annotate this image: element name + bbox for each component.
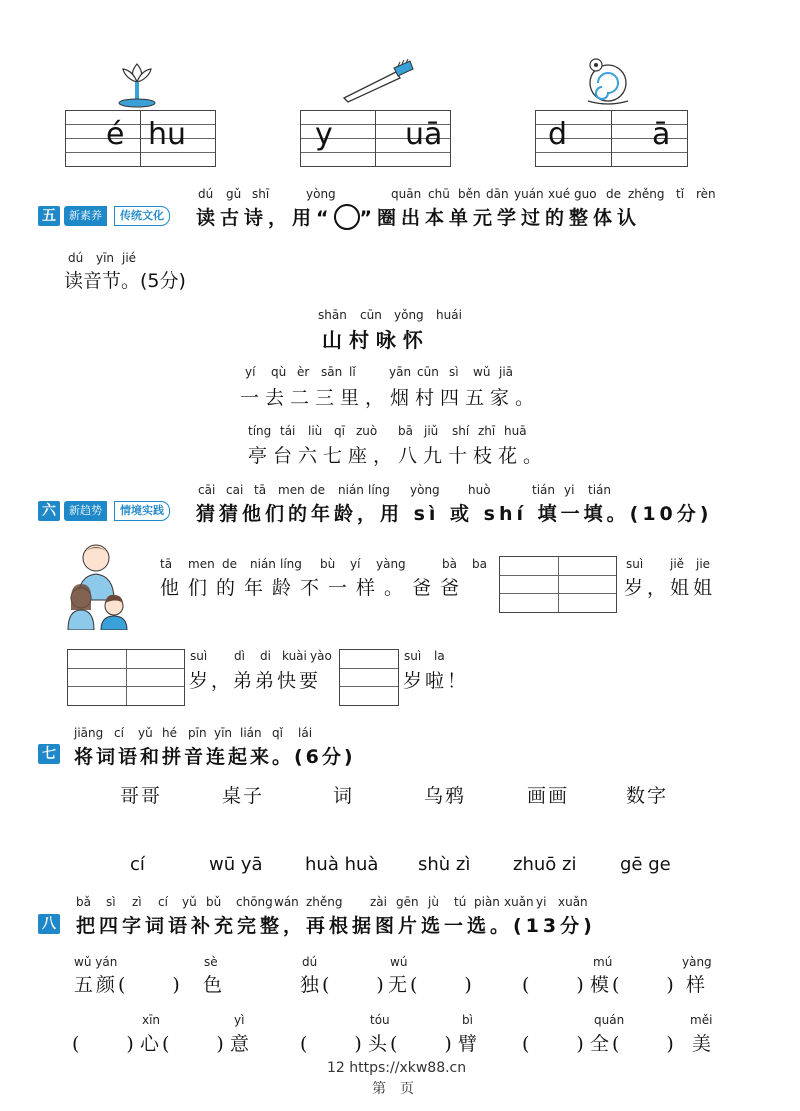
pinyin-grid-2[interactable]: [300, 110, 451, 167]
circle-mark: [334, 204, 360, 230]
word-item[interactable]: 词: [333, 785, 354, 807]
section-tag: 情境实践: [114, 501, 170, 521]
word-item[interactable]: 数字: [626, 785, 669, 807]
sentence-text: 岁，弟弟快要: [189, 670, 322, 692]
poem-verse: 一去二三里，烟村四五家。: [240, 387, 541, 409]
pinyin-label: mú: [593, 955, 613, 969]
toothbrush-icon: [340, 58, 415, 103]
answer-box[interactable]: [499, 556, 617, 613]
section-tag: 传统文化: [114, 206, 170, 226]
lotus-icon: [112, 58, 162, 108]
poem-verse: 亭台六七座，八九十枝花。: [248, 445, 549, 467]
syllable-final: uā: [405, 117, 443, 152]
idiom-blank[interactable]: 独( ): [300, 974, 387, 996]
pinyin-label: yì: [234, 1013, 245, 1027]
pinyin-label: sè: [204, 955, 218, 969]
sentence-text: 他们的年龄不一样。爸爸: [160, 577, 469, 599]
word-item[interactable]: 画画: [527, 785, 570, 807]
answer-box[interactable]: [339, 649, 399, 706]
idiom-blank[interactable]: 模( ): [590, 974, 677, 996]
pinyin-label: yàng: [682, 955, 712, 969]
page-number: 第 页: [372, 1081, 414, 1097]
pinyin-row: yí qù èr sān lǐ yān cūn sì wǔ jiā: [245, 365, 514, 379]
snail-icon: [582, 55, 637, 107]
pinyin-row: jiāng cí yǔ hé pīn yīn lián qǐ lái: [74, 726, 313, 740]
pinyin-item[interactable]: wū yā: [209, 854, 263, 875]
answer-box[interactable]: [67, 649, 185, 706]
pinyin-grid-1[interactable]: [65, 110, 216, 167]
pinyin-grid-3[interactable]: [535, 110, 688, 167]
pinyin-row: suì jiě jie: [626, 557, 711, 571]
idiom-blank[interactable]: ( ): [522, 974, 587, 996]
pinyin-row: cāi cai tā men de nián líng yòng huò tián yi tián: [198, 483, 611, 497]
idiom-blank[interactable]: 头( ): [368, 1033, 455, 1055]
section-number-6: 六: [38, 501, 60, 521]
pinyin-label: wú: [390, 955, 408, 969]
sentence-text: 岁，姐姐: [624, 577, 717, 599]
pinyin-row: tíng tái liù qī zuò bā jiǔ shí zhī huā: [248, 424, 527, 438]
syllable-initial: d: [548, 117, 568, 152]
idiom-text: 臂: [458, 1033, 479, 1055]
section-number-7: 七: [38, 744, 60, 764]
idiom-blank[interactable]: 五颜( ): [74, 974, 183, 996]
pinyin-label: xīn: [142, 1013, 161, 1027]
watermark: 12 https://xkw88.cn: [327, 1060, 467, 1076]
syllable-final: ā: [652, 117, 671, 152]
pinyin-item[interactable]: zhuō zi: [513, 854, 577, 875]
idiom-text: 样: [686, 974, 707, 996]
pinyin-item[interactable]: huà huà: [305, 854, 379, 875]
idiom-blank[interactable]: 无( ): [388, 974, 475, 996]
section-tag: 新趋势: [64, 501, 107, 521]
pinyin-label: bì: [462, 1013, 473, 1027]
idiom-blank[interactable]: 全( ): [590, 1033, 677, 1055]
pinyin-row: dú yīn jié: [68, 251, 137, 265]
pinyin-item[interactable]: gē ge: [620, 854, 671, 875]
pinyin-label: dú: [302, 955, 318, 969]
pinyin-row: suì la: [404, 649, 445, 663]
syllable-initial: é: [106, 117, 125, 152]
word-item[interactable]: 哥哥: [120, 785, 163, 807]
instruction-text: 读古诗，用“ ”圈出本单元学过的整体认: [196, 203, 641, 230]
pinyin-row: suì dì di kuài yào: [190, 649, 332, 663]
pinyin-row: shān cūn yǒng huái: [318, 308, 462, 322]
word-item[interactable]: 桌子: [222, 785, 265, 807]
pinyin-row: dú gǔ shī yòng quān chū běn dān yuán xué guo de zhěng tǐ rèn: [198, 187, 716, 201]
instruction-text: 将词语和拼音连起来。(6分): [74, 746, 356, 768]
word-item[interactable]: 乌鸦: [424, 785, 467, 807]
pinyin-row: bǎ sì zì cí yǔ bǔ chōng wán zhěng zài gēn jù tú piàn xuǎn yi xuǎn: [76, 895, 588, 909]
section-number-5: 五: [38, 206, 60, 226]
instruction-text: 读音节。(5分): [64, 270, 186, 292]
idiom-blank[interactable]: ( ): [300, 1033, 365, 1055]
idiom-blank[interactable]: ( ): [72, 1033, 137, 1055]
pinyin-item[interactable]: cí: [130, 854, 145, 875]
syllable-final: hu: [148, 117, 187, 152]
instruction-text: 把四字词语补充完整，再根据图片选一选。(13分): [76, 915, 596, 937]
section-tag: 新素养: [64, 206, 107, 226]
pinyin-label: tóu: [370, 1013, 390, 1027]
idiom-text: 色: [203, 974, 224, 996]
pinyin-item[interactable]: shù zì: [418, 854, 471, 875]
idiom-blank[interactable]: ( ): [522, 1033, 587, 1055]
section-number-8: 八: [38, 914, 60, 934]
pinyin-label: měi: [690, 1013, 713, 1027]
family-illustration: [64, 540, 134, 630]
idiom-blank[interactable]: 心( ): [140, 1033, 227, 1055]
pinyin-label: quán: [594, 1013, 625, 1027]
syllable-initial: y: [315, 117, 333, 152]
poem-title: 山 村 咏 怀: [322, 328, 423, 352]
instruction-text: 猜猜他们的年龄，用 sì 或 shí 填一填。(10分): [196, 503, 713, 525]
idiom-text: 美: [692, 1033, 713, 1055]
pinyin-row: tā men de nián líng bù yí yàng bà ba: [160, 557, 487, 571]
sentence-text: 岁啦！: [403, 670, 470, 692]
idiom-text: 意: [230, 1033, 251, 1055]
pinyin-label: wǔ yán: [74, 955, 118, 969]
